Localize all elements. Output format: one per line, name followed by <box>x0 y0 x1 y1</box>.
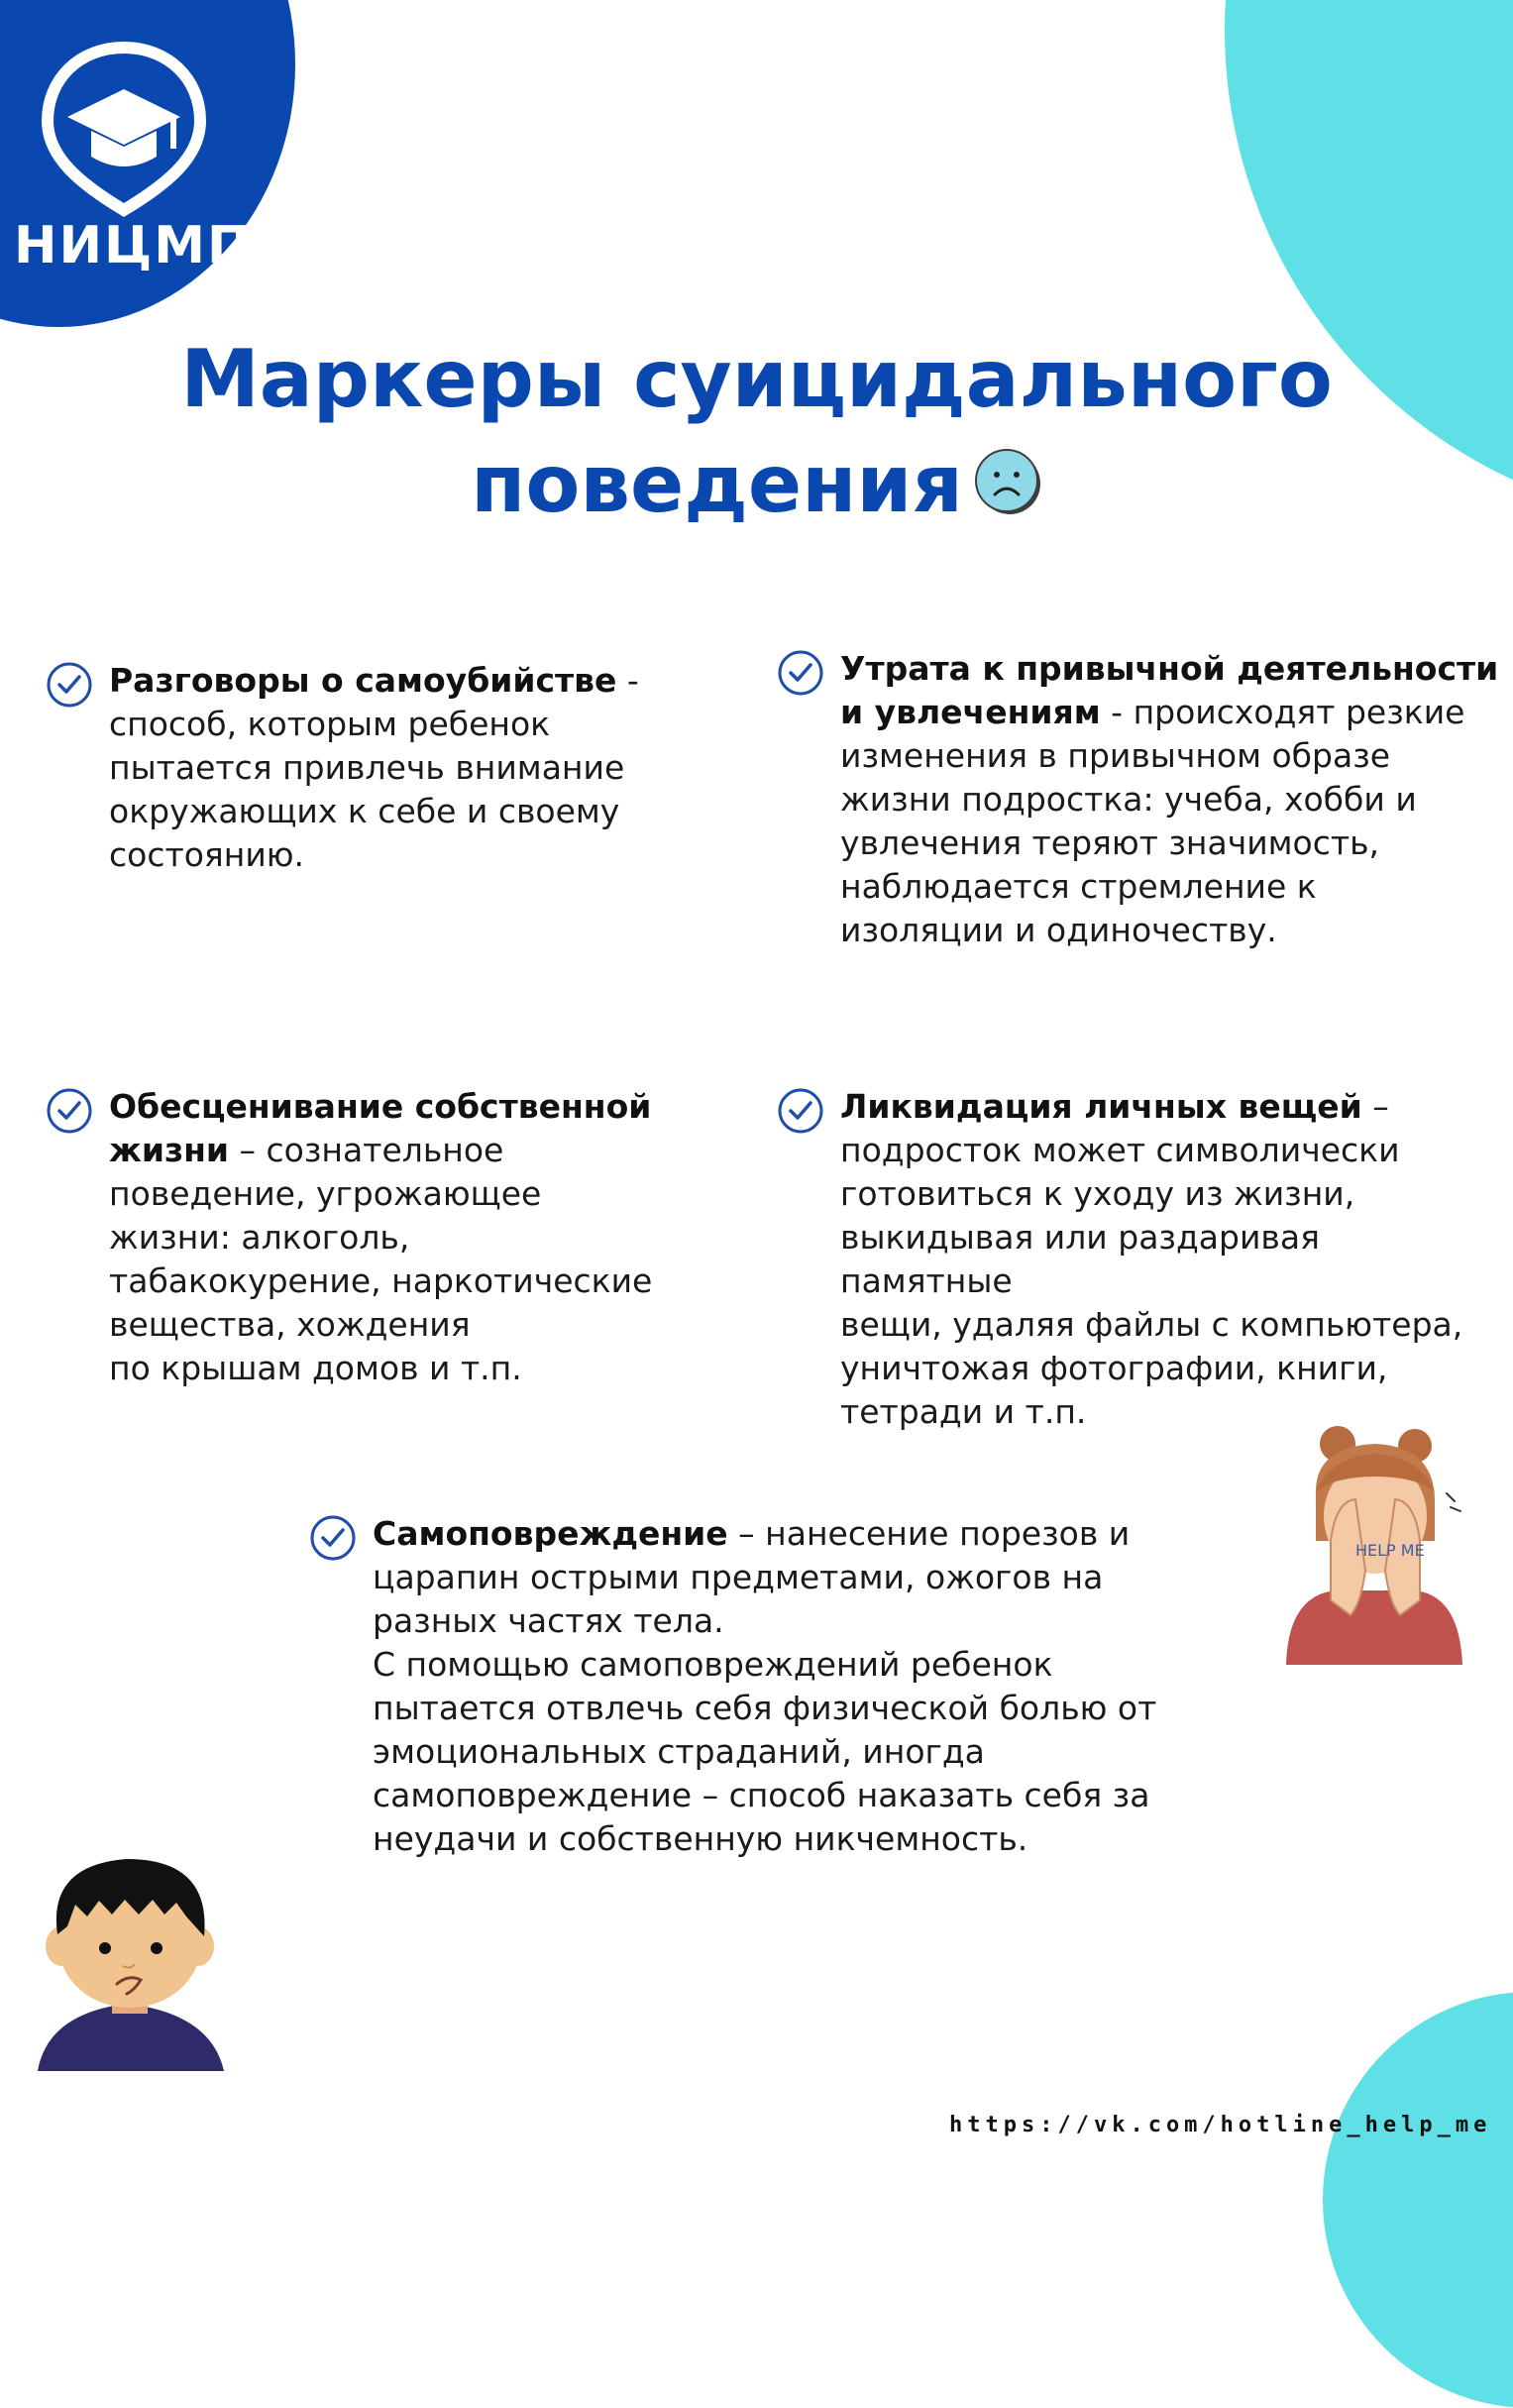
marker-item-devaluing-life: Обесценивание собственной жизни – сознательное поведение, угрожающее жизни: алкоголь, табакокурение, наркотические вещества, хождения по крышам домов и т.п. <box>46 1085 660 1402</box>
check-circle-icon <box>46 1087 93 1135</box>
check-circle-icon <box>777 649 824 697</box>
logo-text: НИЦМП <box>14 216 253 275</box>
marker-item-loss-of-interest: Утрата к привычной деятельности и увлечениям - происходят резкие изменения в привычном образе жизни подростка: учеба, хобби и увлечения теряют значимость, наблюдается стремление к изоляции и одиночеству. <box>777 647 1500 964</box>
worried-boy-illustration <box>28 1845 231 2071</box>
graduation-cap-pin-icon <box>40 40 208 218</box>
help-me-text: HELP ME <box>1355 1541 1425 1560</box>
crying-girl-illustration <box>1276 1422 1469 1665</box>
marker-title: Обесценивание собственной <box>109 1087 652 1126</box>
marker-title: Утрата к привычной деятельности <box>840 649 1499 688</box>
marker-title: Ликвидация личных вещей <box>840 1087 1362 1126</box>
marker-title: Самоповреждение <box>373 1514 728 1553</box>
marker-item-self-harm: Самоповреждение – нанесение порезов и царапин острыми предметами, ожогов на разных частях тела. С помощью самоповреждений ребенок пытается отвлечь себя физической болью от эмоциональных страданий, иногда самоповреждение – способ наказать себя за неудачи и собственную никчемность. <box>309 1512 1161 1869</box>
decorative-circle-bottom-right <box>1323 1992 1513 2408</box>
marker-item-giving-away-things: Ликвидация личных вещей – подросток может символически готовиться к уходу из жизни, выкидывая или раздаривая памятные вещи, удаляя файлы с компьютера, уничтожая фотографии, книги, тетради и т.п. <box>777 1085 1500 1402</box>
title-line-1: Маркеры суицидального <box>180 333 1333 425</box>
check-circle-icon <box>309 1514 357 1562</box>
check-circle-icon <box>777 1087 824 1135</box>
sad-face-icon <box>973 447 1042 516</box>
page-title <box>0 327 1513 537</box>
check-circle-icon <box>46 661 93 709</box>
marker-title: Разговоры о самоубийстве <box>109 661 617 700</box>
footer-link[interactable]: https://vk.com/hotline_help_me <box>949 2113 1492 2137</box>
marker-item-talks: Разговоры о самоубийстве - способ, которым ребенок пытается привлечь внимание окружающих к себе и своему состоянию. <box>46 659 660 887</box>
title-line-2: поведения <box>471 438 963 530</box>
